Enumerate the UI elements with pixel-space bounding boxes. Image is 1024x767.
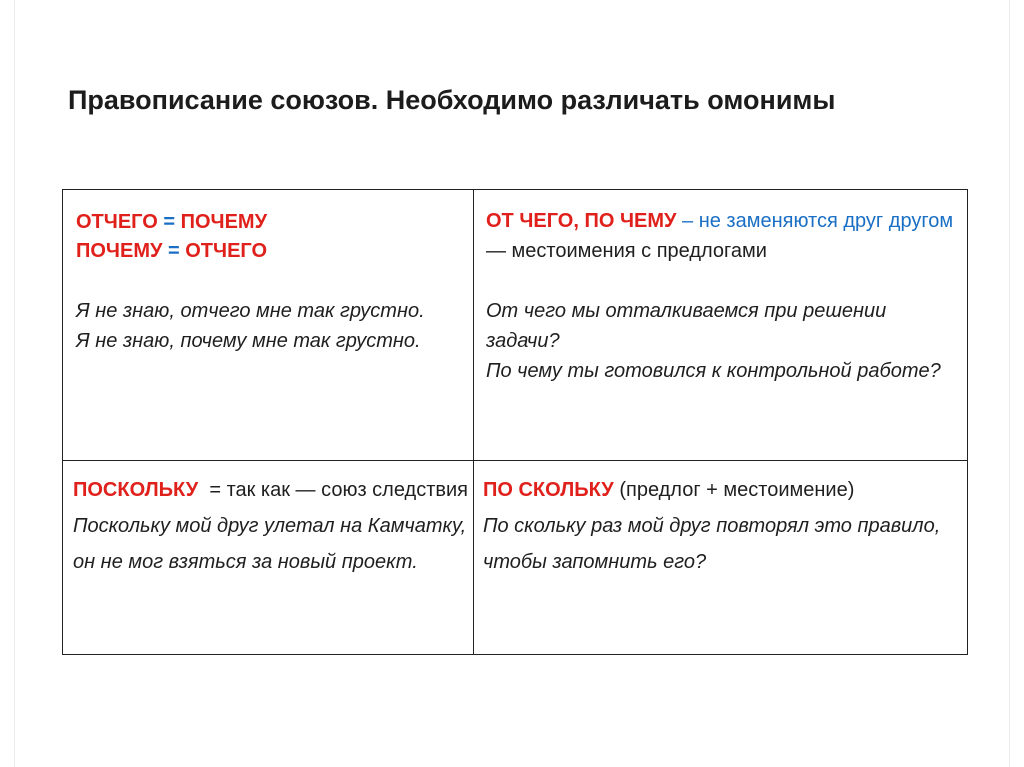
cell-poskolku bbox=[73, 472, 468, 580]
heading-poskolku: ПОСКОЛЬКУ bbox=[73, 479, 199, 501]
slide-title: Правописание союзов. Необходимо различать омонимы bbox=[68, 85, 836, 115]
equals-sign: = bbox=[163, 211, 176, 233]
word-pochemu: ПОЧЕМУ bbox=[76, 240, 163, 262]
table-row-divider bbox=[63, 460, 967, 461]
heading-po-skolku: ПО СКОЛЬКУ bbox=[483, 479, 614, 501]
note-pronouns: — местоимения с предлогами bbox=[486, 240, 767, 262]
equivalence-line-2 bbox=[76, 237, 461, 266]
definition-poskolku: = так как — союз следствия bbox=[209, 479, 468, 501]
heading-ot-chego-po-chemu: ОТ ЧЕГО, ПО ЧЕМУ bbox=[486, 210, 677, 232]
cell-otchego-pochemu bbox=[76, 208, 461, 356]
example-po-chemu: По чему ты готовился к контрольной работе? bbox=[486, 360, 941, 382]
example-otchego: Я не знаю, отчего мне так грустно. bbox=[76, 300, 425, 322]
rule-description bbox=[73, 472, 468, 508]
example-pochemu: Я не знаю, почему мне так грустно. bbox=[76, 330, 421, 352]
example-po-skolku: По скольку раз мой друг повторял это правило, чтобы запомнить его? bbox=[483, 515, 941, 573]
table-column-divider bbox=[473, 190, 474, 654]
cell-ot-chego-po-chemu bbox=[486, 206, 956, 386]
equivalence-line-1 bbox=[76, 208, 461, 237]
dash: – bbox=[676, 210, 699, 232]
word-pochemu: ПОЧЕМУ bbox=[180, 211, 268, 233]
equals-sign: = bbox=[168, 240, 180, 262]
word-otchego: ОТЧЕГО bbox=[185, 240, 268, 262]
rule-description bbox=[483, 472, 963, 508]
slide-right-edge bbox=[1009, 0, 1010, 767]
definition-po-skolku: (предлог + местоимение) bbox=[619, 479, 855, 501]
cell-po-skolku bbox=[483, 472, 963, 580]
rule-description bbox=[486, 206, 956, 266]
example-ot-chego: От чего мы отталкиваемся при решении задачи? bbox=[486, 300, 887, 352]
example-poskolku: Поскольку мой друг улетал на Камчатку, он не мог взяться за новый проект. bbox=[73, 515, 467, 573]
slide-left-edge bbox=[14, 0, 15, 767]
word-otchego: ОТЧЕГО bbox=[76, 211, 158, 233]
comparison-table bbox=[62, 189, 968, 655]
note-not-interchangeable: не заменяются друг другом bbox=[698, 210, 954, 232]
